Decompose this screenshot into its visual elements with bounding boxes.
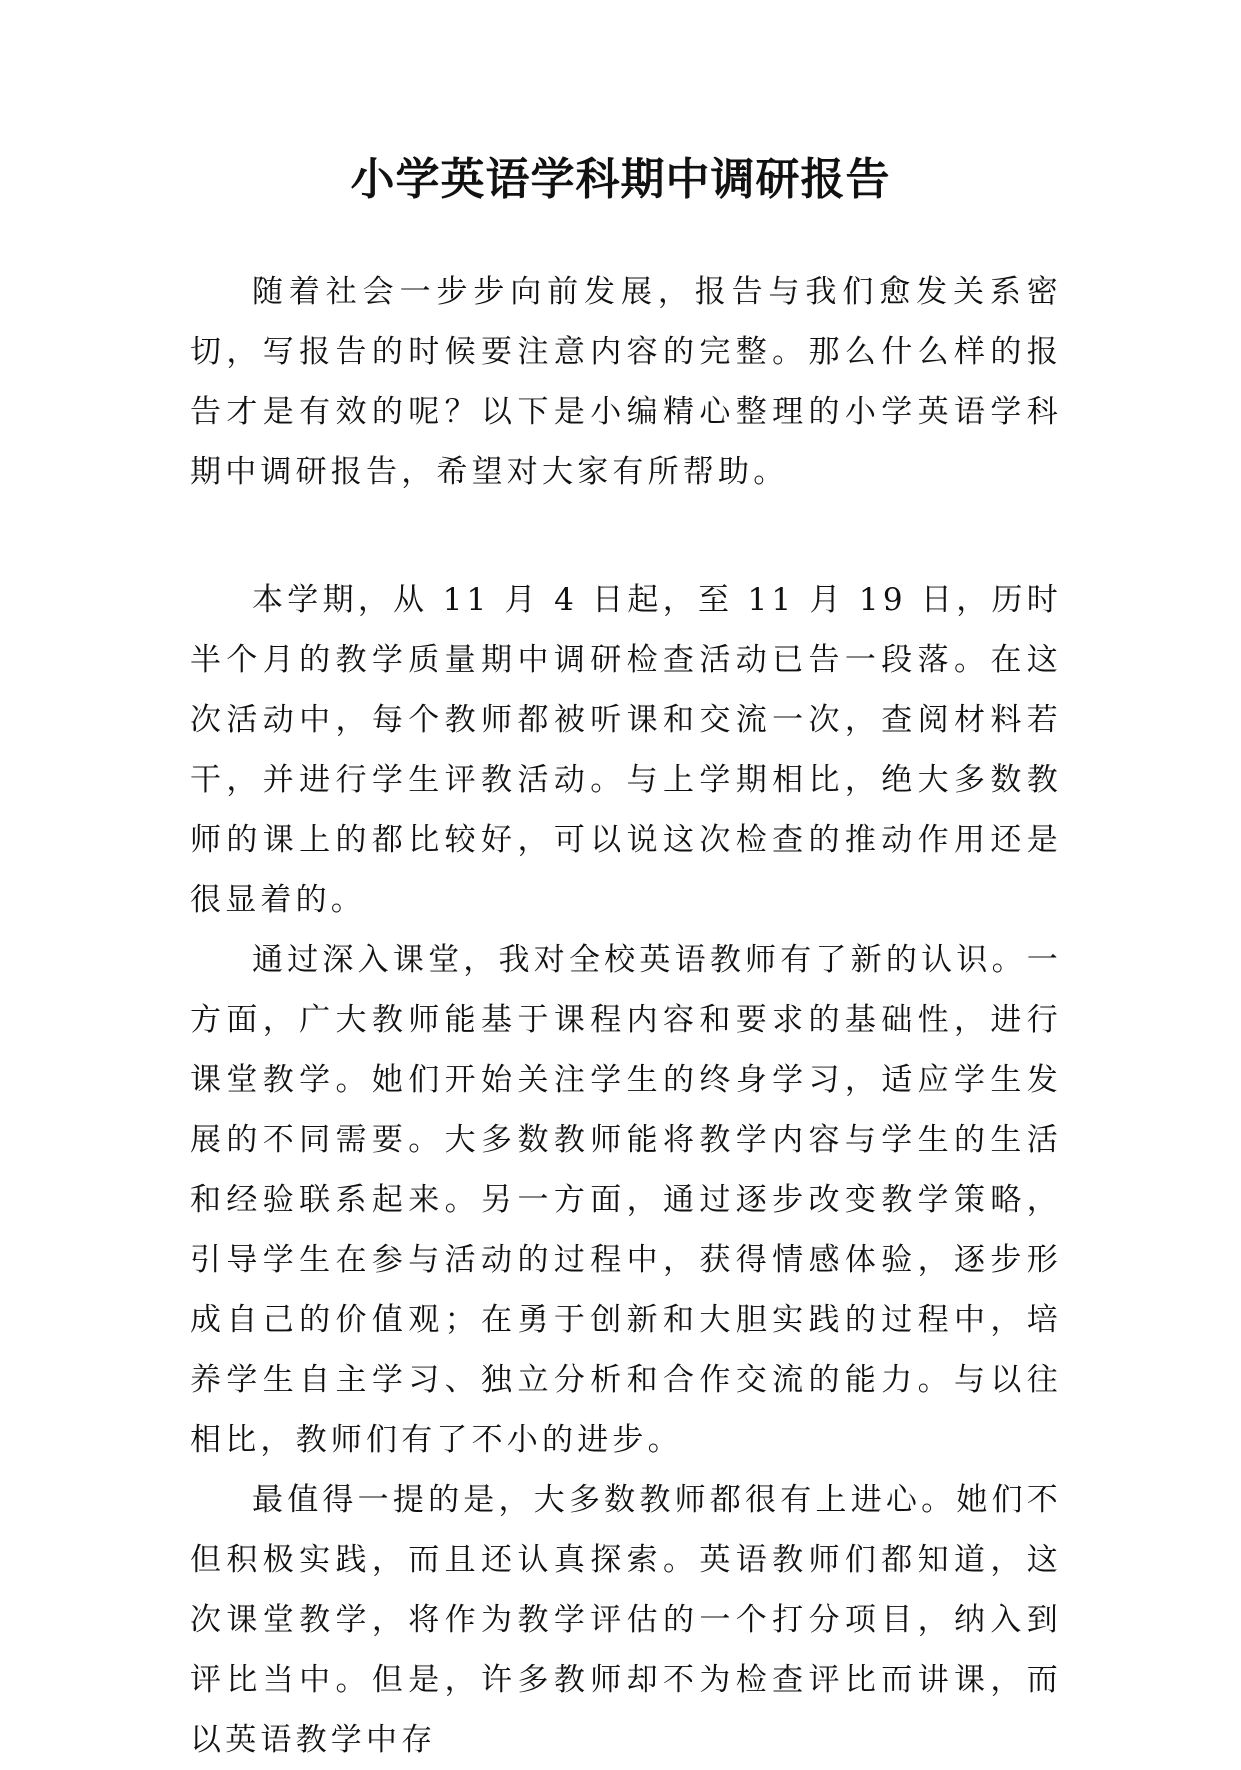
body-paragraph-2: 通过深入课堂，我对全校英语教师有了新的认识。一方面，广大教师能基于课程内容和要求的基础性，进行课堂教学。她们开始关注学生的终身学习，适应学生发展的不同需要。大多数教师能将教学内容与学生的生活和经验联系起来。另一方面，通过逐步改变教学策略，引导学生在参与活动的过程中，获得情感体验，逐步形成自己的价值观；在勇于创新和大胆实践的过程中，培养学生自主学习、独立分析和合作交流的能力。与以往相比，教师们有了不小的进步。 bbox=[190, 942, 1062, 1458]
document-title: 小学英语学科期中调研报告 bbox=[350, 154, 891, 205]
report-body bbox=[190, 570, 1062, 1770]
body-paragraph-1: 本学期，从 11 月 4 日起，至 11 月 19 日，历时半个月的教学质量期中调研检查活动已告一段落。在这次活动中，每个教师都被听课和交流一次，查阅材料若干，并进行学生评教活动。与上学期相比，绝大多数教师的课上的都比较好，可以说这次检查的推动作用还是很显着的。 bbox=[190, 582, 1062, 918]
body-paragraph-3: 最值得一提的是，大多数教师都很有上进心。她们不但积极实践，而且还认真探索。英语教师们都知道，这次课堂教学，将作为教学评估的一个打分项目，纳入到评比当中。但是，许多教师却不为检查评比而讲课，而以英语教学中存 bbox=[190, 1482, 1062, 1758]
intro-section bbox=[190, 262, 1062, 502]
intro-paragraph: 随着社会一步步向前发展，报告与我们愈发关系密切，写报告的时候要注意内容的完整。那么什么样的报告才是有效的呢？以下是小编精心整理的小学英语学科期中调研报告，希望对大家有所帮助。 bbox=[190, 274, 1062, 490]
